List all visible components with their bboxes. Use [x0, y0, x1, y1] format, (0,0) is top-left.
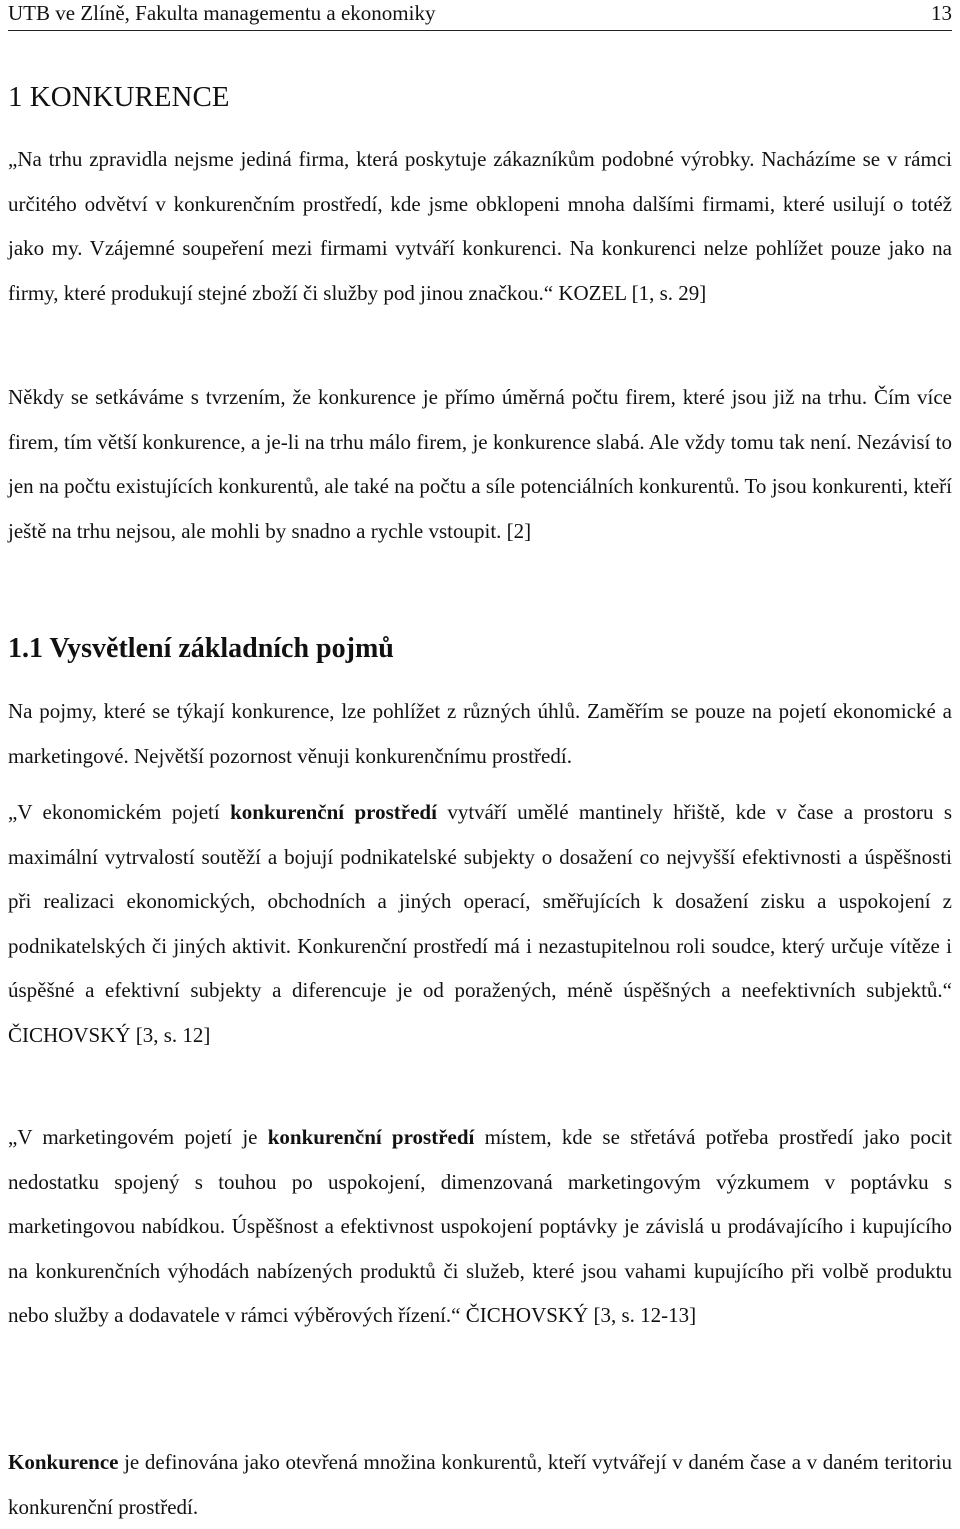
- paragraph-competition-count: Někdy se setkáváme s tvrzením, že konkurence je přímo úměrná počtu firem, které jsou již na trhu. Čím více firem, tím větší konkurence, a je-li na trhu málo firem, je konkurence slabá. Ale vždy tomu tak není. Nezávisí to jen na počtu existujících konkurentů, ale také na počtu a síle potenciálních konkurentů. To jsou konkurenti, kteří ještě na trhu nejsou, ale mohli by snadno a rychle vstoupit. [2]: [8, 385, 952, 543]
- page-header: [8, 0, 952, 30]
- header-divider: [8, 30, 952, 31]
- paragraph-marketing-rest: místem, kde se střetává potřeba prostředí jako pocit nedostatku spojený s touhou po uspokojení, dimenzovaná marketingovým výzkumem v poptávku s marketingovou nabídkou. Úspěšnost a efektivnost uspokojení poptávky je závislá u prodávajícího i kupujícího na konkurenčních výhodách nabízených produktů či služeb, které jsou vahami kupujícího při volbě produktu nebo služby a dodavatele v rámci výběrových řízení.“ ČICHOVSKÝ [3, s. 12-13]: [8, 1125, 952, 1328]
- paragraph-economic-definition: [8, 790, 952, 1058]
- paragraph-economic-rest: vytváří umělé mantinely hřiště, kde v čase a prostoru s maximální vytrvalostí soutěží a bojují podnikatelské subjekty o dosažení co nejvyšší efektivnosti a úspěšnosti při realizaci ekonomických, obchodních a jiných operací, směřujících k dosažení zisku a uspokojení z podnikatelských či jiných aktivit. Konkurenční prostředí má i nezastupitelnou roli soudce, který určuje vítěze i úspěšné a efektivní subjekty a diferencuje je od poražených, méně úspěšných a neefektivních subjektů.“ ČICHOVSKÝ [3, s. 12]: [8, 800, 953, 1047]
- term-competition: Konkurence: [8, 1450, 119, 1474]
- section-heading: 1.1 Vysvětlení základních pojmů: [8, 633, 394, 664]
- paragraph-kozel-quote: „Na trhu zpravidla nejsme jediná firma, která poskytuje zákazníkům podobné výrobky. Nacházíme se v rámci určitého odvětví v konkurenčním prostředí, kde jsme obklopeni mnoha dalšími firmami, které usilují o totéž jako my. Vzájemné soupeření mezi firmami vytváří konkurenci. Na konkurenci nelze pohlížet pouze jako na firmy, které produkují stejné zboží či služby pod jinou značkou.“ KOZEL [1, s. 29]: [8, 147, 952, 305]
- paragraph-marketing-definition: [8, 1115, 952, 1338]
- paragraph-intro-terms: Na pojmy, které se týkají konkurence, lze pohlížet z různých úhlů. Zaměřím se pouze na pojetí ekonomické a marketingové. Největší pozornost věnuji konkurenčnímu prostředí.: [8, 699, 952, 768]
- paragraph-competition-rest: je definována jako otevřená množina konkurentů, kteří vytvářejí v daném čase a v daném teritoriu konkurenční prostředí.: [8, 1450, 952, 1519]
- paragraph-marketing-start: „V marketingovém pojetí je: [8, 1125, 268, 1149]
- chapter-heading: 1 KONKURENCE: [8, 81, 230, 113]
- paragraph-economic-start: „V ekonomickém pojetí: [8, 800, 231, 824]
- term-competitive-environment-marketing: konkurenční prostředí: [267, 1125, 475, 1149]
- header-title: UTB ve Zlíně, Fakulta managementu a ekonomiky: [8, 1, 436, 25]
- page-number: 13: [931, 1, 952, 25]
- term-competitive-environment: konkurenční prostředí: [230, 800, 437, 824]
- paragraph-competition-definition: [8, 1440, 952, 1529]
